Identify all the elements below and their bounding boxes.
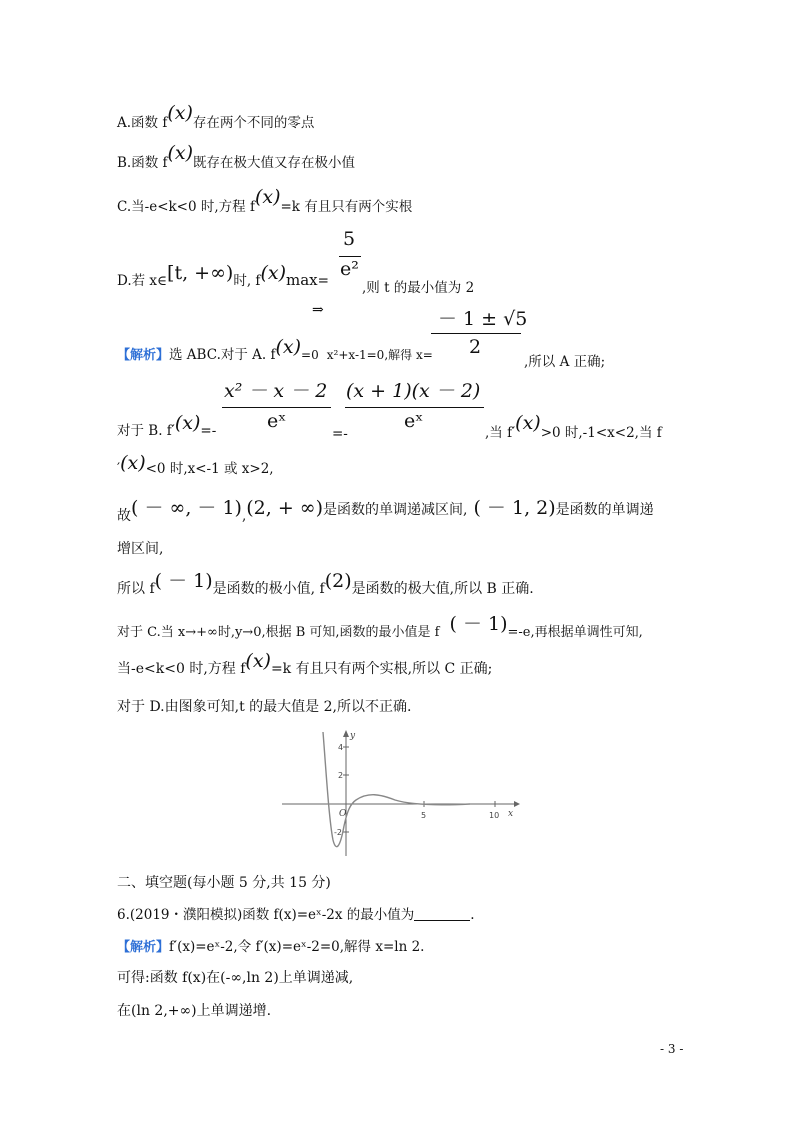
- option-d-text: ,则 t 的最小值为 2: [362, 280, 475, 296]
- solution-tag: 【解析】: [117, 348, 170, 363]
- page-number: - 3 -: [660, 1042, 684, 1056]
- sol3-text: <0 时,x<-1 或 x>2,: [145, 461, 274, 477]
- sol3-prefix: ′: [117, 461, 121, 477]
- option-b-text: 既存在极大值又存在极小值: [193, 155, 356, 171]
- option-d-fraction-line: [339, 256, 361, 257]
- sol2-fraction1-numerator: x² － x － 2: [224, 380, 328, 402]
- option-d-mid: 时, f: [233, 273, 261, 289]
- sol8-prefix: 当-e<k<0 时,方程 f: [117, 661, 246, 677]
- solution-line-6: [117, 566, 534, 598]
- sol6-arg1: ( － 1): [154, 570, 213, 592]
- solution-line-3: [117, 452, 274, 477]
- option-d-eq: =: [317, 273, 329, 289]
- solution-line-2-left: [117, 412, 216, 439]
- option-d-fraction-denominator: e²: [340, 258, 359, 280]
- question-6-text: 6.(2019・濮阳模拟)函数 f(x)=eˣ-2x 的最小值为: [117, 907, 415, 923]
- sol4-interval-2: (2, + ∞): [246, 497, 324, 519]
- solution-line-2-right: [485, 412, 662, 441]
- x-tick-5: 5: [421, 811, 427, 820]
- x-tick-10: 10: [489, 811, 500, 820]
- sol8-suffix: =k 有且只有两个实根,所以 C 正确;: [270, 661, 493, 677]
- x-axis-arrow: [514, 801, 520, 807]
- sol7-arg: ( － 1): [449, 613, 508, 635]
- sol1-fraction-numerator: － 1 ± √5: [438, 308, 528, 330]
- sol2-fraction2-numerator: (x + 1)(x － 2): [346, 380, 481, 402]
- option-a-fx: (x): [167, 102, 193, 124]
- sol4-interval-3: ( － 1, 2): [473, 497, 556, 519]
- sol4-mid: 是函数的单调递减区间,: [323, 502, 468, 518]
- sol8-fx: (x): [245, 650, 271, 672]
- option-a-prefix: A.函数 f: [117, 115, 168, 131]
- solution-line-1: [117, 336, 433, 363]
- solution-line-4: [117, 493, 654, 525]
- sol3-fx: (x): [120, 452, 146, 474]
- sol2-fx2: (x): [515, 412, 541, 434]
- y-tick-neg2: -2: [334, 828, 342, 837]
- option-d-fx: (x): [260, 262, 286, 284]
- solution-line-9: 对于 D.由图象可知,t 的最大值是 2,所以不正确.: [117, 699, 412, 715]
- answer-6-line-2: 可得:函数 f(x)在(-∞,ln 2)上单调递减,: [117, 970, 354, 986]
- sol2-fx: (x): [174, 412, 201, 434]
- option-d-fraction-numerator: 5: [343, 228, 356, 250]
- sol1-eq0: =0: [301, 348, 319, 362]
- option-a: [117, 102, 314, 131]
- sol6-prefix: 所以 f: [117, 581, 155, 597]
- option-b-prefix: B.函数 f: [117, 155, 168, 171]
- solution-line-5: 增区间,: [117, 541, 164, 557]
- sol2-suffix2: >0 时,-1<x<2,当 f: [540, 425, 662, 441]
- origin-label: O: [339, 809, 347, 819]
- answer-6-tag: 【解析】: [117, 940, 170, 955]
- sol2-suffix: ,当 f′: [485, 425, 516, 441]
- sol2-fraction2-line: [345, 407, 484, 408]
- sol1-fx: (x): [275, 336, 302, 358]
- sol6-mid: 是函数的极小值, f: [212, 581, 325, 597]
- option-c-prefix: C.当-e<k<0 时,方程 f: [117, 199, 255, 215]
- option-d: [117, 262, 329, 289]
- answer-6-line-1: [117, 935, 424, 955]
- y-axis-arrow: [343, 730, 349, 737]
- sol1-fraction-denominator: 2: [469, 336, 482, 358]
- answer-6-line-3: 在(ln 2,+∞)上单调递增.: [117, 1003, 272, 1019]
- sol4-prefix: 故: [117, 508, 131, 524]
- sol2-fraction2-denominator: eˣ: [404, 410, 424, 432]
- implies-arrow: ⇒: [312, 302, 324, 318]
- sol2-fraction1-line: [222, 407, 331, 408]
- sol4-suffix: 是函数的单调递: [555, 502, 654, 518]
- y-tick-4: 4: [338, 743, 344, 752]
- answer-6-text: f′(x)=eˣ-2,令 f′(x)=eˣ-2=0,解得 x=ln 2.: [169, 939, 425, 955]
- option-b-fx: (x): [167, 142, 194, 164]
- sol1-equation: x²+x-1=0,解得 x=: [326, 348, 433, 362]
- answer-blank: [414, 908, 470, 921]
- y-tick-2: 2: [338, 771, 344, 780]
- sol6-suffix: 是函数的极大值,所以 B 正确.: [351, 581, 534, 597]
- sol2-eq: =-: [200, 423, 217, 439]
- sol1-suffix: ,所以 A 正确;: [524, 354, 606, 370]
- sol1-fraction-line: [431, 333, 521, 334]
- question-6-end: .: [470, 907, 475, 923]
- sol7-prefix: 对于 C.当 x→+∞时,y→0,根据 B 可知,函数的最小值是 f: [117, 625, 440, 640]
- sol6-arg2: (2): [324, 570, 352, 592]
- function-graph: [280, 730, 520, 860]
- sol2-fraction1-denominator: eˣ: [267, 410, 287, 432]
- solution-line-7: [117, 609, 643, 640]
- option-d-max: max: [285, 271, 318, 289]
- option-c-text: =k 有且只有两个实根: [280, 199, 413, 215]
- x-axis-label: x: [508, 809, 514, 819]
- sol4-interval-1: ( － ∞, － 1): [131, 497, 242, 519]
- option-b: [117, 142, 355, 171]
- solution-line-8: [117, 650, 492, 678]
- function-curve: [323, 732, 470, 847]
- option-d-interval: [t, +∞): [167, 262, 234, 284]
- sol1-prefix: 选 ABC.对于 A. f: [169, 347, 276, 363]
- option-a-text: 存在两个不同的零点: [192, 115, 315, 131]
- sol2-eq2: =-: [332, 426, 348, 442]
- y-axis-label: y: [350, 731, 356, 741]
- sol2-prefix: 对于 B. f′: [117, 423, 175, 439]
- sol7-suffix: =-e,再根据单调性可知,: [507, 625, 643, 640]
- option-c: [117, 186, 412, 215]
- option-d-prefix: D.若 x∈: [117, 273, 168, 289]
- section-title: 二、填空题(每小题 5 分,共 15 分): [117, 875, 331, 891]
- sol4-sep: ,: [241, 508, 247, 524]
- question-6: [117, 903, 475, 923]
- option-c-fx: (x): [254, 186, 281, 208]
